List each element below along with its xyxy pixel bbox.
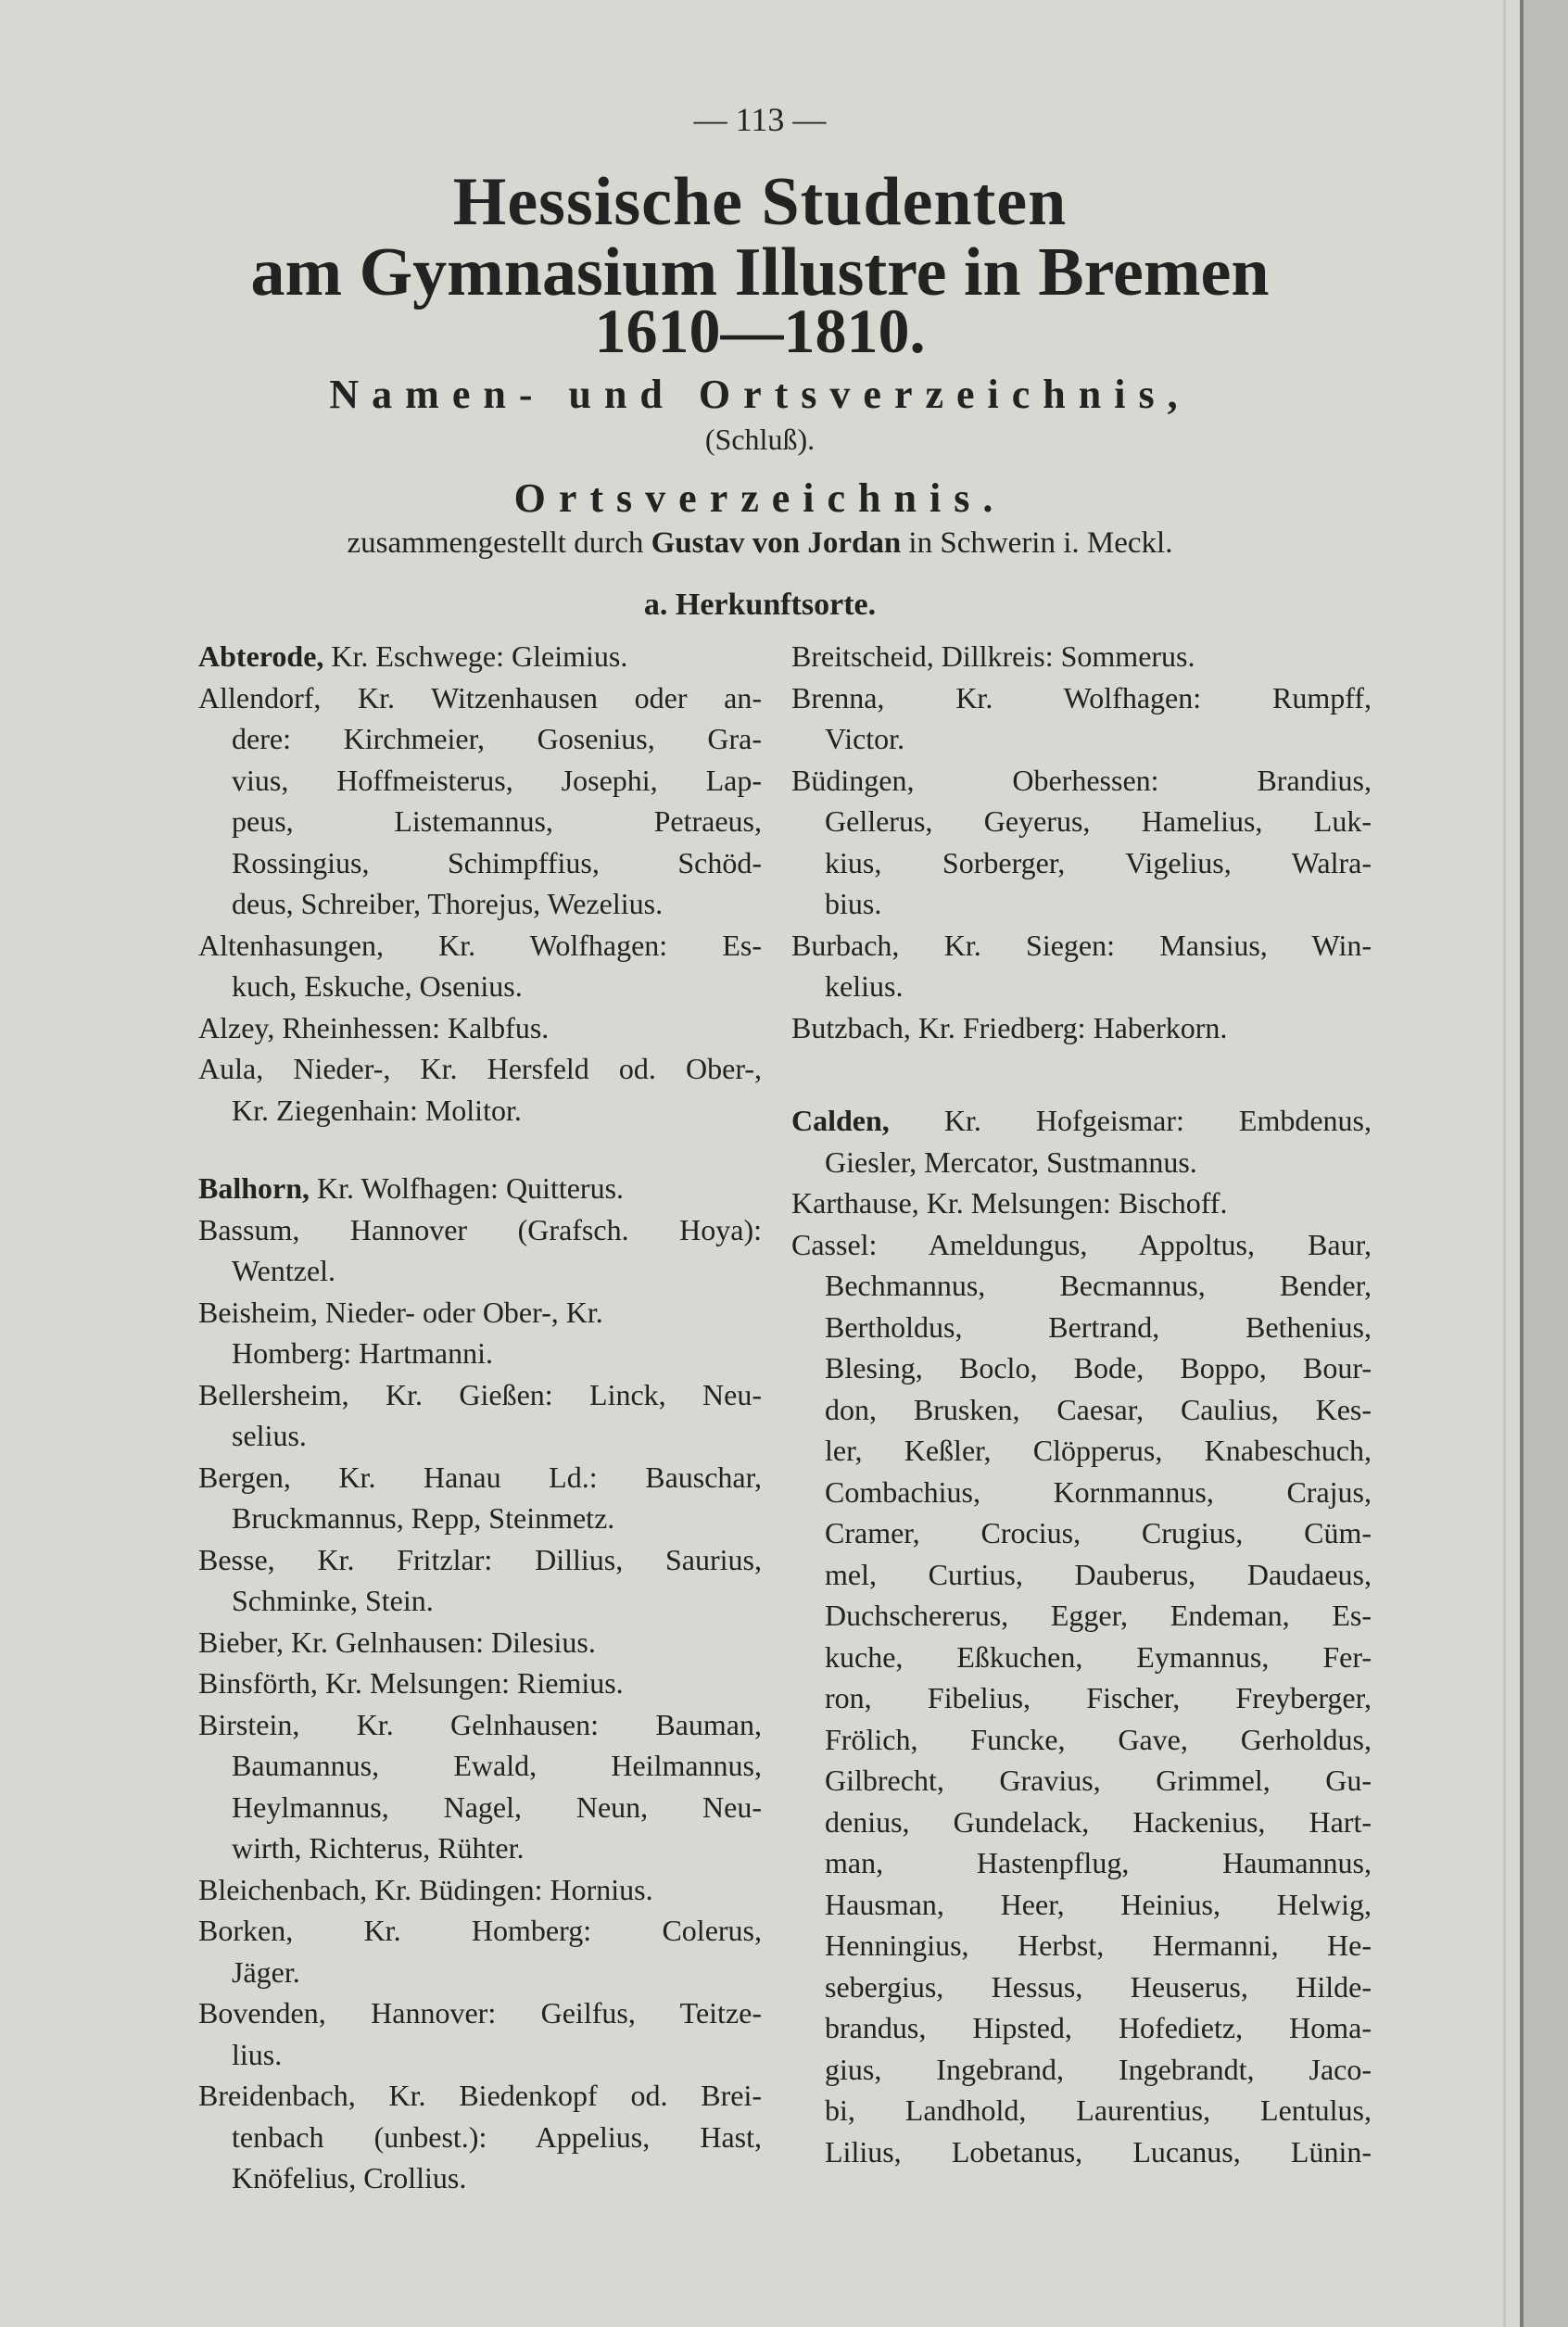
entry-line [198, 1168, 762, 1209]
entry-line: Rossingius, Schimpffius, Schöd- [232, 845, 762, 879]
right-column [791, 636, 1372, 2224]
entry-line: vius, Hoffmeisterus, Josephi, Lap- [232, 763, 762, 797]
place-entry [198, 636, 762, 677]
entry-line: Bellersheim, Kr. Gießen: Linck, Neu- [198, 1377, 762, 1411]
entry-line: Frölich, Funcke, Gave, Gerholdus, [825, 1722, 1372, 1756]
place-entry [198, 1539, 762, 1622]
place-entry [791, 1224, 1372, 2173]
entry-line: Breidenbach, Kr. Biedenkopf od. Brei- [198, 2079, 762, 2112]
place-entry [198, 1704, 762, 1869]
entry-line: brandus, Hipsted, Hofedietz, Homa- [825, 2011, 1372, 2044]
entry-line: Bieber, Kr. Gelnhausen: Dilesius. [198, 1625, 596, 1659]
entry-line: sebergius, Hessus, Heuserus, Hilde- [825, 1969, 1372, 2004]
title-line-1: Hessische Studenten [452, 164, 1068, 240]
compiler-name: Gustav von Jordan [651, 526, 902, 560]
entry-line: Büdingen, Oberhessen: Brandius, [791, 763, 1372, 797]
place-entry [791, 1182, 1372, 1224]
entry-line: Binsförth, Kr. Melsungen: Riemius. [198, 1666, 624, 1700]
entry-line [198, 636, 762, 677]
entry-line: Baumannus, Ewald, Heilmannus, [232, 1749, 762, 1782]
place-entry [198, 1457, 762, 1539]
entry-line: Breitscheid, Dillkreis: Sommerus. [791, 639, 1195, 673]
entry-line: Bergen, Kr. Hanau Ld.: Bauschar, [198, 1460, 762, 1494]
entry-line: Borken, Kr. Homberg: Colerus, [198, 1914, 762, 1947]
entry-line [791, 1100, 1372, 1142]
entry-group [791, 1100, 1372, 2172]
entry-line: kius, Sorberger, Vigelius, Walra- [825, 845, 1372, 879]
place-entry [198, 1663, 762, 1704]
entry-line: Gilbrecht, Gravius, Grimmel, Gu- [825, 1764, 1372, 1797]
entry-line: Beisheim, Nieder- oder Ober-, Kr. [198, 1295, 603, 1329]
entry-line: Bechmannus, Becmannus, Bender, [825, 1269, 1372, 1302]
entry-line: Giesler, Mercator, Sustmannus. [825, 1145, 1197, 1179]
place-entry [198, 1292, 762, 1374]
entry-line: peus, Listemannus, Petraeus, [232, 804, 762, 838]
entry-line: Homberg: Hartmanni. [232, 1336, 494, 1370]
place-entry [198, 1910, 762, 1992]
entry-line: selius. [232, 1419, 307, 1452]
entry-line: Burbach, Kr. Siegen: Mansius, Win- [791, 928, 1372, 962]
subtitle: Namen- und Ortsverzeichnis, [329, 372, 1191, 417]
entry-line: Cramer, Crocius, Crugius, Cüm- [825, 1516, 1372, 1549]
entry-group [198, 636, 762, 1131]
compiler-pre: zusammengestellt durch [347, 526, 644, 560]
page-number: — 113 — [693, 101, 827, 138]
entry-line: lius. [232, 2037, 283, 2071]
entry-line: deus, Schreiber, Thorejus, Wezelius. [232, 887, 664, 920]
place-entry [791, 1007, 1372, 1049]
entry-line: Lilius, Lobetanus, Lucanus, Lünin- [825, 2134, 1372, 2169]
left-column [198, 636, 762, 2236]
entry-line: wirth, Richterus, Rühter. [232, 1831, 525, 1865]
place-entry [791, 677, 1372, 760]
entry-line: man, Hastenpflug, Haumannus, [825, 1846, 1372, 1879]
compiler-post: in Schwerin i. Meckl. [908, 526, 1173, 560]
entry-line: mel, Curtius, Dauberus, Daudaeus, [825, 1557, 1372, 1591]
place-entry [791, 1100, 1372, 1182]
entry-line: Jäger. [232, 1954, 300, 1989]
entry-line: Bovenden, Hannover: Geilfus, Teitze- [198, 1996, 762, 2030]
entry-line: Butzbach, Kr. Friedberg: Haberkorn. [791, 1010, 1228, 1044]
entry-line: bi, Landhold, Laurentius, Lentulus, [825, 2093, 1372, 2127]
place-entry [791, 925, 1372, 1007]
title-years: 1610—1810. [594, 296, 926, 366]
entry-line: tenbach (unbest.): Appelius, Hast, [232, 2119, 762, 2154]
entry-line: Combachius, Kornmannus, Crajus, [825, 1474, 1372, 1509]
entry-line: ron, Fibelius, Fischer, Freyberger, [825, 1681, 1372, 1714]
place-name-bold: Balhorn, [198, 1171, 310, 1205]
entry-line: Alzey, Rheinhessen: Kalbfus. [198, 1010, 550, 1044]
place-entry [791, 760, 1372, 925]
subtitle-note: (Schluß). [704, 423, 816, 456]
entry-line: Altenhasungen, Kr. Wolfhagen: Es- [198, 928, 762, 962]
entry-line: Victor. [825, 722, 905, 755]
place-entry [198, 1168, 762, 1209]
entry-line: Aula, Nieder-, Kr. Hersfeld od. Ober-, [198, 1052, 762, 1085]
compiler-line [0, 526, 1520, 561]
entry-line: bius. [825, 887, 882, 920]
entry-line: Allendorf, Kr. Witzenhausen oder an- [198, 680, 762, 715]
entry-line: Knöfelius, Crollius. [232, 2161, 467, 2194]
entry-line: Heylmannus, Nagel, Neun, Neu- [232, 1790, 762, 1824]
entry-line: dere: Kirchmeier, Gosenius, Gra- [232, 722, 762, 755]
place-entry [198, 1869, 762, 1911]
entry-line: Duchschererus, Egger, Endeman, Es- [825, 1599, 1372, 1632]
place-entry [791, 636, 1372, 677]
title-line-2: am Gymnasium Illustre in Bremen [250, 234, 1270, 310]
subsection-title: a. Herkunftsorte. [643, 588, 877, 622]
place-entry [198, 2075, 762, 2199]
place-entry [198, 677, 762, 925]
entry-line: Bertholdus, Bertrand, Bethenius, [825, 1309, 1372, 1344]
entry-line: Gellerus, Geyerus, Hamelius, Luk- [825, 804, 1372, 838]
entry-line: Bruckmannus, Repp, Steinmetz. [232, 1501, 615, 1535]
entry-line: ler, Keßler, Clöpperus, Knabeschuch, [825, 1434, 1372, 1467]
entry-text: Kr. Hofgeismar: Embdenus, [943, 1104, 1372, 1137]
entry-text: Kr. Wolfhagen: Quitterus. [317, 1171, 625, 1205]
section-title: Ortsverzeichnis. [513, 475, 1006, 521]
entry-text: Kr. Eschwege: Gleimius. [331, 639, 628, 673]
entry-line: Karthause, Kr. Melsungen: Bischoff. [791, 1186, 1228, 1220]
entry-line: Schminke, Stein. [232, 1584, 434, 1617]
entry-line: Besse, Kr. Fritzlar: Dillius, Saurius, [198, 1542, 762, 1576]
entry-line: Cassel: Ameldungus, Appoltus, Baur, [791, 1227, 1372, 1261]
entry-group [791, 636, 1372, 1048]
entry-line: gius, Ingebrand, Ingebrandt, Jaco- [825, 2052, 1372, 2086]
place-name-bold: Abterode, [198, 639, 324, 673]
entry-line: denius, Gundelack, Hackenius, Hart- [825, 1804, 1372, 1839]
place-entry [198, 1007, 762, 1049]
entry-line: Blesing, Boclo, Bode, Boppo, Bour- [825, 1351, 1372, 1385]
entry-line: kelius. [825, 969, 904, 1003]
entry-line: Bleichenbach, Kr. Büdingen: Hornius. [198, 1872, 653, 1906]
place-entry [198, 925, 762, 1007]
place-entry [198, 1209, 762, 1292]
place-name-bold: Calden, [791, 1104, 890, 1137]
entry-line: don, Brusken, Caesar, Caulius, Kes- [825, 1392, 1372, 1426]
entry-line: Hausman, Heer, Heinius, Helwig, [825, 1887, 1372, 1921]
entry-line: Henningius, Herbst, Hermanni, He- [825, 1929, 1372, 1962]
entry-line: Birstein, Kr. Gelnhausen: Bauman, [198, 1707, 762, 1741]
entry-group [198, 1168, 762, 2199]
entry-line: Kr. Ziegenhain: Molitor. [232, 1093, 522, 1127]
entry-line: kuch, Eskuche, Osenius. [232, 969, 523, 1003]
entry-line: Bassum, Hannover (Grafsch. Hoya): [198, 1212, 762, 1246]
entry-line: Brenna, Kr. Wolfhagen: Rumpff, [791, 680, 1372, 715]
place-entry [198, 1048, 762, 1131]
entry-line: kuche, Eßkuchen, Eymannus, Fer- [825, 1639, 1372, 1674]
place-entry [198, 1622, 762, 1663]
place-entry [198, 1374, 762, 1457]
entry-line: Wentzel. [232, 1254, 336, 1287]
place-entry [198, 1992, 762, 2075]
book-edge [1520, 0, 1568, 2327]
